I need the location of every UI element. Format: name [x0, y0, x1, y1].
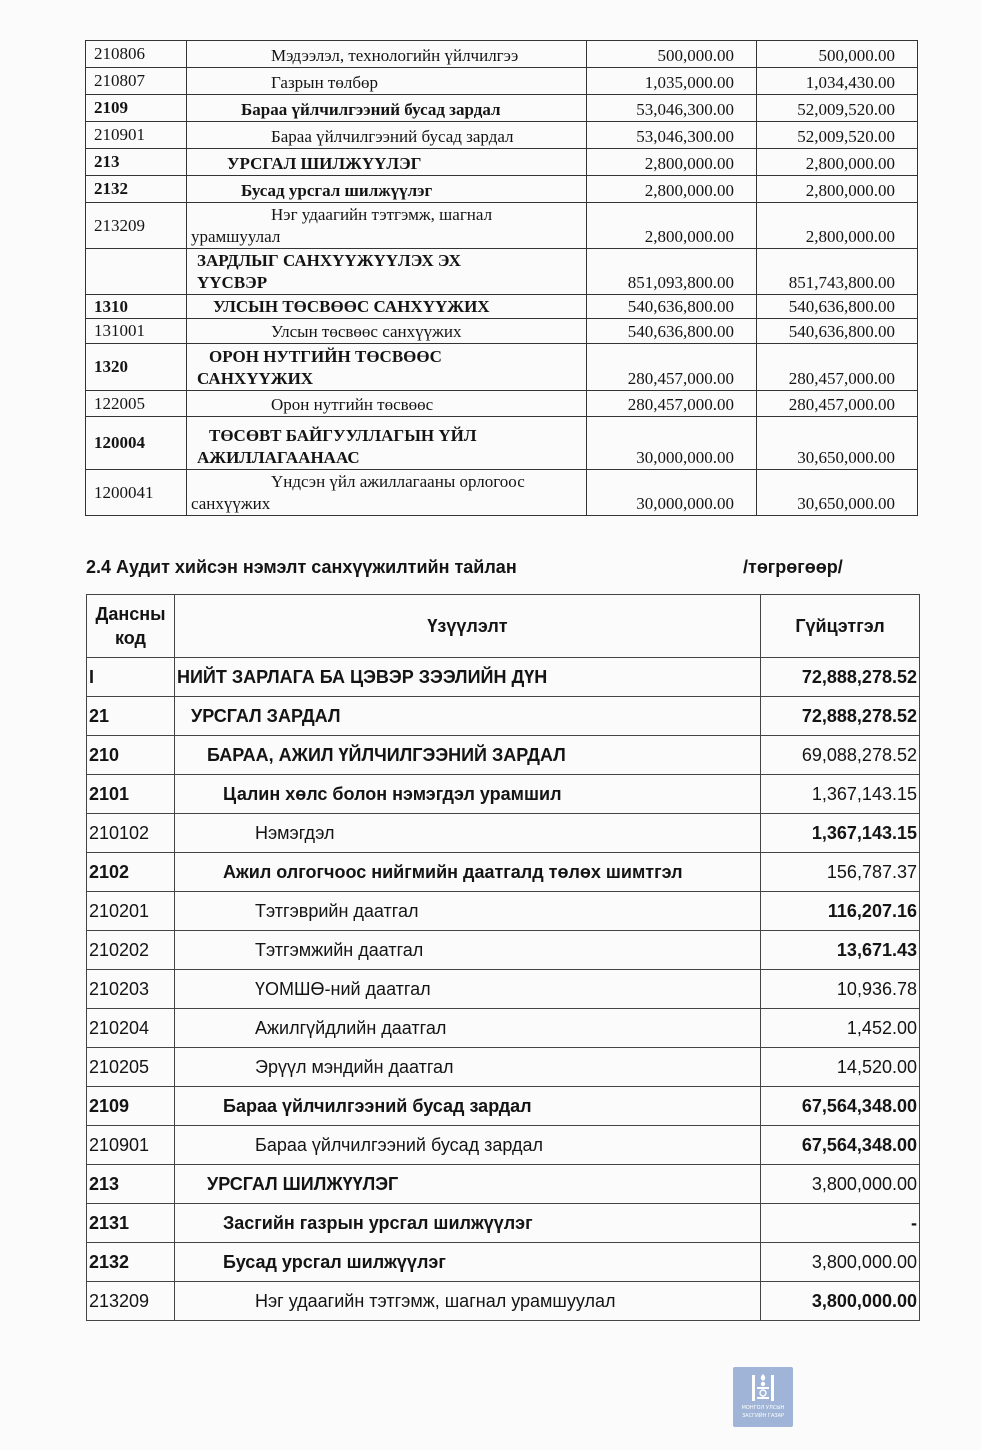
account-code: 21 [87, 697, 175, 736]
table-row [87, 814, 920, 853]
actual-amount: 540,636,800.00 [757, 295, 918, 319]
account-name [187, 470, 587, 516]
plan-amount: 500,000.00 [587, 41, 757, 68]
performance-amount: 1,452.00 [761, 1009, 920, 1048]
account-code: 210205 [87, 1048, 175, 1087]
account-name: Бараа үйлчилгээний бусад зардал [187, 95, 587, 122]
table-row [87, 697, 920, 736]
plan-amount: 280,457,000.00 [587, 391, 757, 417]
actual-amount: 500,000.00 [757, 41, 918, 68]
account-name-line: САНХҮҮЖИХ [197, 369, 314, 388]
account-name: Бараа үйлчилгээний бусад зардал [187, 122, 587, 149]
account-code: 2102 [87, 853, 175, 892]
table-row [87, 970, 920, 1009]
account-code: 2109 [86, 95, 187, 122]
column-header-account-code [87, 595, 175, 658]
plan-amount: 2,800,000.00 [587, 149, 757, 176]
account-code: 213 [87, 1165, 175, 1204]
account-name-line: санхүүжих [191, 494, 271, 513]
account-code: 2131 [87, 1204, 175, 1243]
actual-amount: 2,800,000.00 [757, 149, 918, 176]
account-name: Газрын төлбөр [187, 68, 587, 95]
performance-amount: 1,367,143.15 [761, 814, 920, 853]
performance-amount: 3,800,000.00 [761, 1243, 920, 1282]
account-code: 2109 [87, 1087, 175, 1126]
performance-amount: 69,088,278.52 [761, 736, 920, 775]
account-name: Улсын төсвөөс санхүүжих [187, 319, 587, 344]
account-code: 122005 [86, 391, 187, 417]
account-name-line: ҮҮСВЭР [197, 273, 268, 292]
performance-amount: 156,787.37 [761, 853, 920, 892]
account-name: Бараа үйлчилгээний бусад зардал [175, 1087, 761, 1126]
table-row [86, 417, 918, 470]
header-line: код [115, 628, 146, 648]
account-name: Цалин хөлс болон нэмэгдэл урамшил [175, 775, 761, 814]
account-name-line: ТӨСӨВТ БАЙГУУЛЛАГЫН ҮЙЛ [209, 426, 477, 445]
performance-amount: 10,936.78 [761, 970, 920, 1009]
account-name-line: ЗАРДЛЫГ САНХҮҮЖҮҮЛЭХ ЭХ [197, 251, 461, 270]
plan-amount: 30,000,000.00 [587, 417, 757, 470]
table-row [87, 1048, 920, 1087]
plan-amount: 30,000,000.00 [587, 470, 757, 516]
performance-amount: 67,564,348.00 [761, 1087, 920, 1126]
account-code: 210102 [87, 814, 175, 853]
table-row [87, 1204, 920, 1243]
table-row [87, 892, 920, 931]
table-row [87, 1282, 920, 1321]
account-name: Орон нутгийн төсвөөс [187, 391, 587, 417]
actual-amount: 280,457,000.00 [757, 391, 918, 417]
table-row [86, 295, 918, 319]
actual-amount: 280,457,000.00 [757, 344, 918, 391]
plan-amount: 53,046,300.00 [587, 122, 757, 149]
account-name: Бусад урсгал шилжүүлэг [187, 176, 587, 203]
column-header-performance: Гүйцэтгэл [761, 595, 920, 658]
account-code: 213209 [87, 1282, 175, 1321]
table-row [86, 41, 918, 68]
account-name [187, 417, 587, 470]
table-header-row [87, 595, 920, 658]
actual-amount: 2,800,000.00 [757, 203, 918, 249]
performance-amount: 116,207.16 [761, 892, 920, 931]
account-name: УРСГАЛ ШИЛЖҮҮЛЭГ [187, 149, 587, 176]
account-name: ҮОМШӨ-ний даатгал [175, 970, 761, 1009]
account-code: 210901 [86, 122, 187, 149]
table-row [87, 775, 920, 814]
account-code: 210201 [87, 892, 175, 931]
account-name [187, 249, 587, 295]
seal-text-line: ЗАСГИЙН ГАЗАР [741, 1413, 785, 1419]
account-name [187, 203, 587, 249]
table-row [86, 344, 918, 391]
plan-amount: 540,636,800.00 [587, 295, 757, 319]
expense-table-continued [85, 40, 918, 516]
currency-unit-label: /төгрөгөөр/ [743, 557, 843, 577]
account-name-line: Нэг удаагийн тэтгэмж, шагнал [271, 205, 493, 224]
account-name-line: ОРОН НУТГИЙН ТӨСВӨӨС [209, 347, 442, 366]
account-code: 1320 [86, 344, 187, 391]
account-code: 210 [87, 736, 175, 775]
account-name: УРСГАЛ ЗАРДАЛ [175, 697, 761, 736]
table-row [87, 931, 920, 970]
table-row [86, 470, 918, 516]
government-seal-logo [733, 1367, 793, 1427]
account-name: Нэг удаагийн тэтгэмж, шагнал урамшуулал [175, 1282, 761, 1321]
table-row [87, 1009, 920, 1048]
performance-amount: 13,671.43 [761, 931, 920, 970]
actual-amount: 851,743,800.00 [757, 249, 918, 295]
account-code: 210204 [87, 1009, 175, 1048]
account-name [187, 344, 587, 391]
account-name: Бараа үйлчилгээний бусад зардал [175, 1126, 761, 1165]
section-heading: 2.4 Аудит хийсэн нэмэлт санхүүжилтийн тайлан [86, 557, 517, 577]
account-code: 210807 [86, 68, 187, 95]
account-name: УЛСЫН ТӨСВӨӨС САНХҮҮЖИХ [187, 295, 587, 319]
plan-amount: 851,093,800.00 [587, 249, 757, 295]
plan-amount: 2,800,000.00 [587, 203, 757, 249]
performance-amount: 14,520.00 [761, 1048, 920, 1087]
performance-amount: 3,800,000.00 [761, 1282, 920, 1321]
table-row [86, 68, 918, 95]
account-code: 210806 [86, 41, 187, 68]
performance-amount: 72,888,278.52 [761, 697, 920, 736]
account-name: УРСГАЛ ШИЛЖҮҮЛЭГ [175, 1165, 761, 1204]
account-name: Нэмэгдэл [175, 814, 761, 853]
actual-amount: 30,650,000.00 [757, 417, 918, 470]
table-row [87, 1087, 920, 1126]
account-name: Засгийн газрын урсгал шилжүүлэг [175, 1204, 761, 1243]
account-code: 1310 [86, 295, 187, 319]
plan-amount: 540,636,800.00 [587, 319, 757, 344]
account-code: I [87, 658, 175, 697]
soyombo-emblem-icon [750, 1373, 776, 1403]
account-code: 2101 [87, 775, 175, 814]
account-name-line: АЖИЛЛАГААНААС [197, 448, 360, 467]
column-header-description: Үзүүлэлт [175, 595, 761, 658]
table-row [87, 1126, 920, 1165]
actual-amount: 52,009,520.00 [757, 95, 918, 122]
table-row [86, 176, 918, 203]
actual-amount: 1,034,430.00 [757, 68, 918, 95]
table-row [87, 1243, 920, 1282]
account-name: Ажилгүйдлийн даатгал [175, 1009, 761, 1048]
table-row [86, 249, 918, 295]
table-row [87, 658, 920, 697]
performance-amount: 67,564,348.00 [761, 1126, 920, 1165]
account-code [86, 249, 187, 295]
account-code: 131001 [86, 319, 187, 344]
table-row [87, 1165, 920, 1204]
seal-text-line: МОНГОЛ УЛСЫН [741, 1405, 785, 1411]
account-name: Ажил олгогчоос нийгмийн даатгалд төлөх шимтгэл [175, 853, 761, 892]
account-name: Бусад урсгал шилжүүлэг [175, 1243, 761, 1282]
table-row [86, 319, 918, 344]
account-code: 213 [86, 149, 187, 176]
performance-amount: 1,367,143.15 [761, 775, 920, 814]
actual-amount: 540,636,800.00 [757, 319, 918, 344]
performance-amount: 72,888,278.52 [761, 658, 920, 697]
account-name: БАРАА, АЖИЛ ҮЙЛЧИЛГЭЭНИЙ ЗАРДАЛ [175, 736, 761, 775]
plan-amount: 1,035,000.00 [587, 68, 757, 95]
account-code: 120004 [86, 417, 187, 470]
account-code: 2132 [87, 1243, 175, 1282]
account-name: Тэтгэмжийн даатгал [175, 931, 761, 970]
plan-amount: 53,046,300.00 [587, 95, 757, 122]
header-line: Дансны [95, 604, 166, 624]
actual-amount: 52,009,520.00 [757, 122, 918, 149]
account-name-line: Үндсэн үйл ажиллагааны орлогоос [271, 472, 525, 491]
account-name-line: урамшуулал [191, 227, 281, 246]
account-code: 210202 [87, 931, 175, 970]
table-row [86, 391, 918, 417]
table-row [86, 122, 918, 149]
performance-amount: - [761, 1204, 920, 1243]
plan-amount: 280,457,000.00 [587, 344, 757, 391]
account-name: НИЙТ ЗАРЛАГА БА ЦЭВЭР ЗЭЭЛИЙН ДҮН [175, 658, 761, 697]
actual-amount: 2,800,000.00 [757, 176, 918, 203]
table-row [86, 149, 918, 176]
table-row [87, 853, 920, 892]
account-name: Эрүүл мэндийн даатгал [175, 1048, 761, 1087]
account-name: Тэтгэврийн даатгал [175, 892, 761, 931]
account-name: Мэдээлэл, технологийн үйлчилгээ [187, 41, 587, 68]
account-code: 210203 [87, 970, 175, 1009]
performance-amount: 3,800,000.00 [761, 1165, 920, 1204]
account-code: 1200041 [86, 470, 187, 516]
account-code: 213209 [86, 203, 187, 249]
actual-amount: 30,650,000.00 [757, 470, 918, 516]
account-code: 210901 [87, 1126, 175, 1165]
plan-amount: 2,800,000.00 [587, 176, 757, 203]
account-code: 2132 [86, 176, 187, 203]
table-row [87, 736, 920, 775]
table-row [86, 95, 918, 122]
table-row [86, 203, 918, 249]
additional-financing-report-table [86, 594, 920, 1321]
